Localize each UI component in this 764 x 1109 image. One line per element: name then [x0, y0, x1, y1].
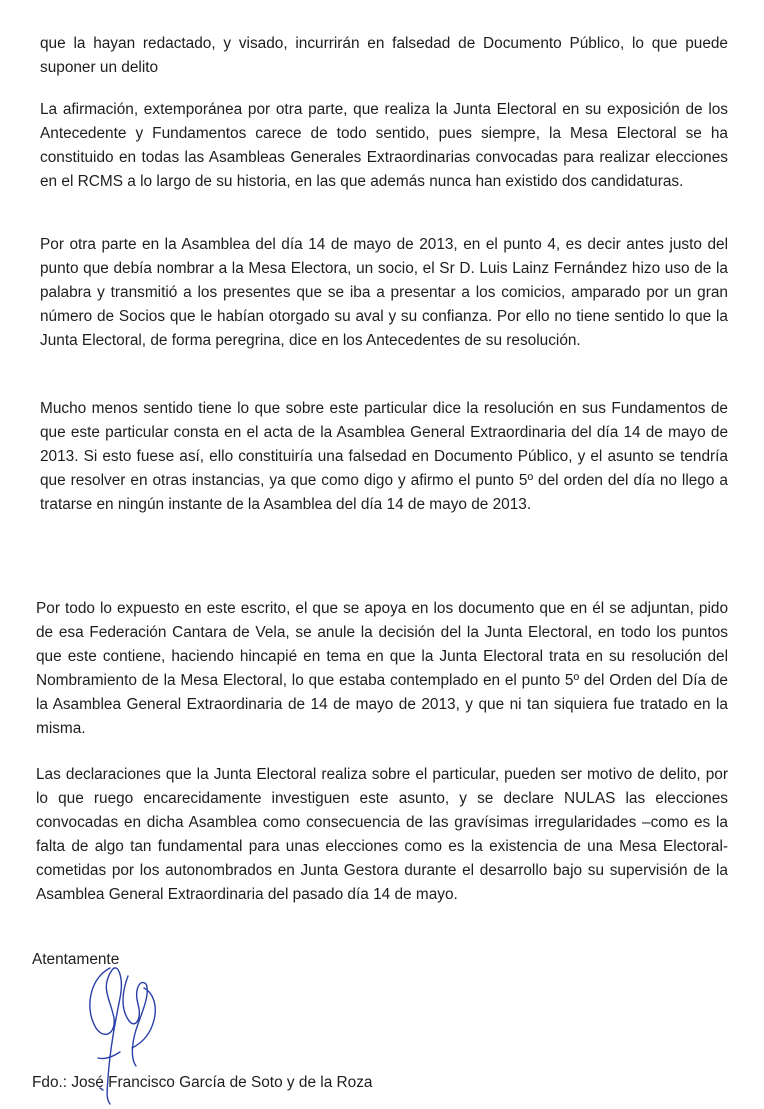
paragraph-2: La afirmación, extemporánea por otra parte, que realiza la Junta Electoral en su exposición de los Antecedente y Fundamentos carece de todo sentido, pues siempre, la Mesa Electoral se ha constituido en todas las Asambleas Generales Extraordinarias convocadas para realizar elecciones en el RCMS a lo largo de su historia, en las que además nunca han existido dos candidaturas.	[40, 101, 728, 190]
paragraph-1: que la hayan redactado, y visado, incurrirán en falsedad de Documento Público, lo que puede suponer un delito	[40, 35, 728, 76]
paragraph-3: Por otra parte en la Asamblea del día 14 de mayo de 2013, en el punto 4, es decir antes justo del punto que debía nombrar a la Mesa Electora, un socio, el Sr D. Luis Lainz Fernández hizo uso de la palabra y transmitió a los presentes que se iba a presentar a los comicios, amparado por un gran número de Socios que le habían otorgado su aval y su confianza. Por ello no tiene sentido lo que la Junta Electoral, de forma peregrina, dice en los Antecedentes de su resolución.	[40, 236, 728, 349]
paragraph-6: Las declaraciones que la Junta Electoral realiza sobre el particular, pueden ser motivo de delito, por lo que ruego encarecidamente investiguen este asunto, y se declare NULAS las elecciones convocadas en dicha Asamblea como consecuencia de las gravísimas irregularidades –como es la falta de algo tan fundamental para unas elecciones como es la existencia de una Mesa Electoral- cometidas por los autonombrados en Junta Gestora durante el desarrollo bajo su supervisión de la Asamblea General Extraordinaria del pasado día 14 de mayo.	[36, 766, 728, 903]
closing-text: Atentamente	[32, 951, 120, 968]
paragraph-5: Por todo lo expuesto en este escrito, el que se apoya en los documento que en él se adjuntan, pido de esa Federación Cantara de Vela, se anule la decisión del la Junta Electoral, en todo los puntos que este contiene, haciendo hincapié en tema en que la Junta Electoral trata en su resolución del Nombramiento de la Mesa Electoral, lo que estaba contemplado en el punto 5º del Orden del Día de la Asamblea General Extraordinaria de 14 de mayo de 2013, y que ni tan siquiera fue tratado en la misma.	[36, 600, 728, 737]
paragraph-4: Mucho menos sentido tiene lo que sobre este particular dice la resolución en sus Fundamentos de que este particular consta en el acta de la Asamblea General Extraordinaria del día 14 de mayo de 2013. Si esto fuese así, ello constituiría una falsedad en Documento Público, y el asunto se tendría que resolver en otras instancias, ya que como digo y afirmo el punto 5º del orden del día no llego a tratarse en ningún instante de la Asamblea del día 14 de mayo de 2013.	[40, 400, 728, 513]
signed-by-line: Fdo.: José Francisco García de Soto y de la Roza	[32, 1074, 373, 1091]
